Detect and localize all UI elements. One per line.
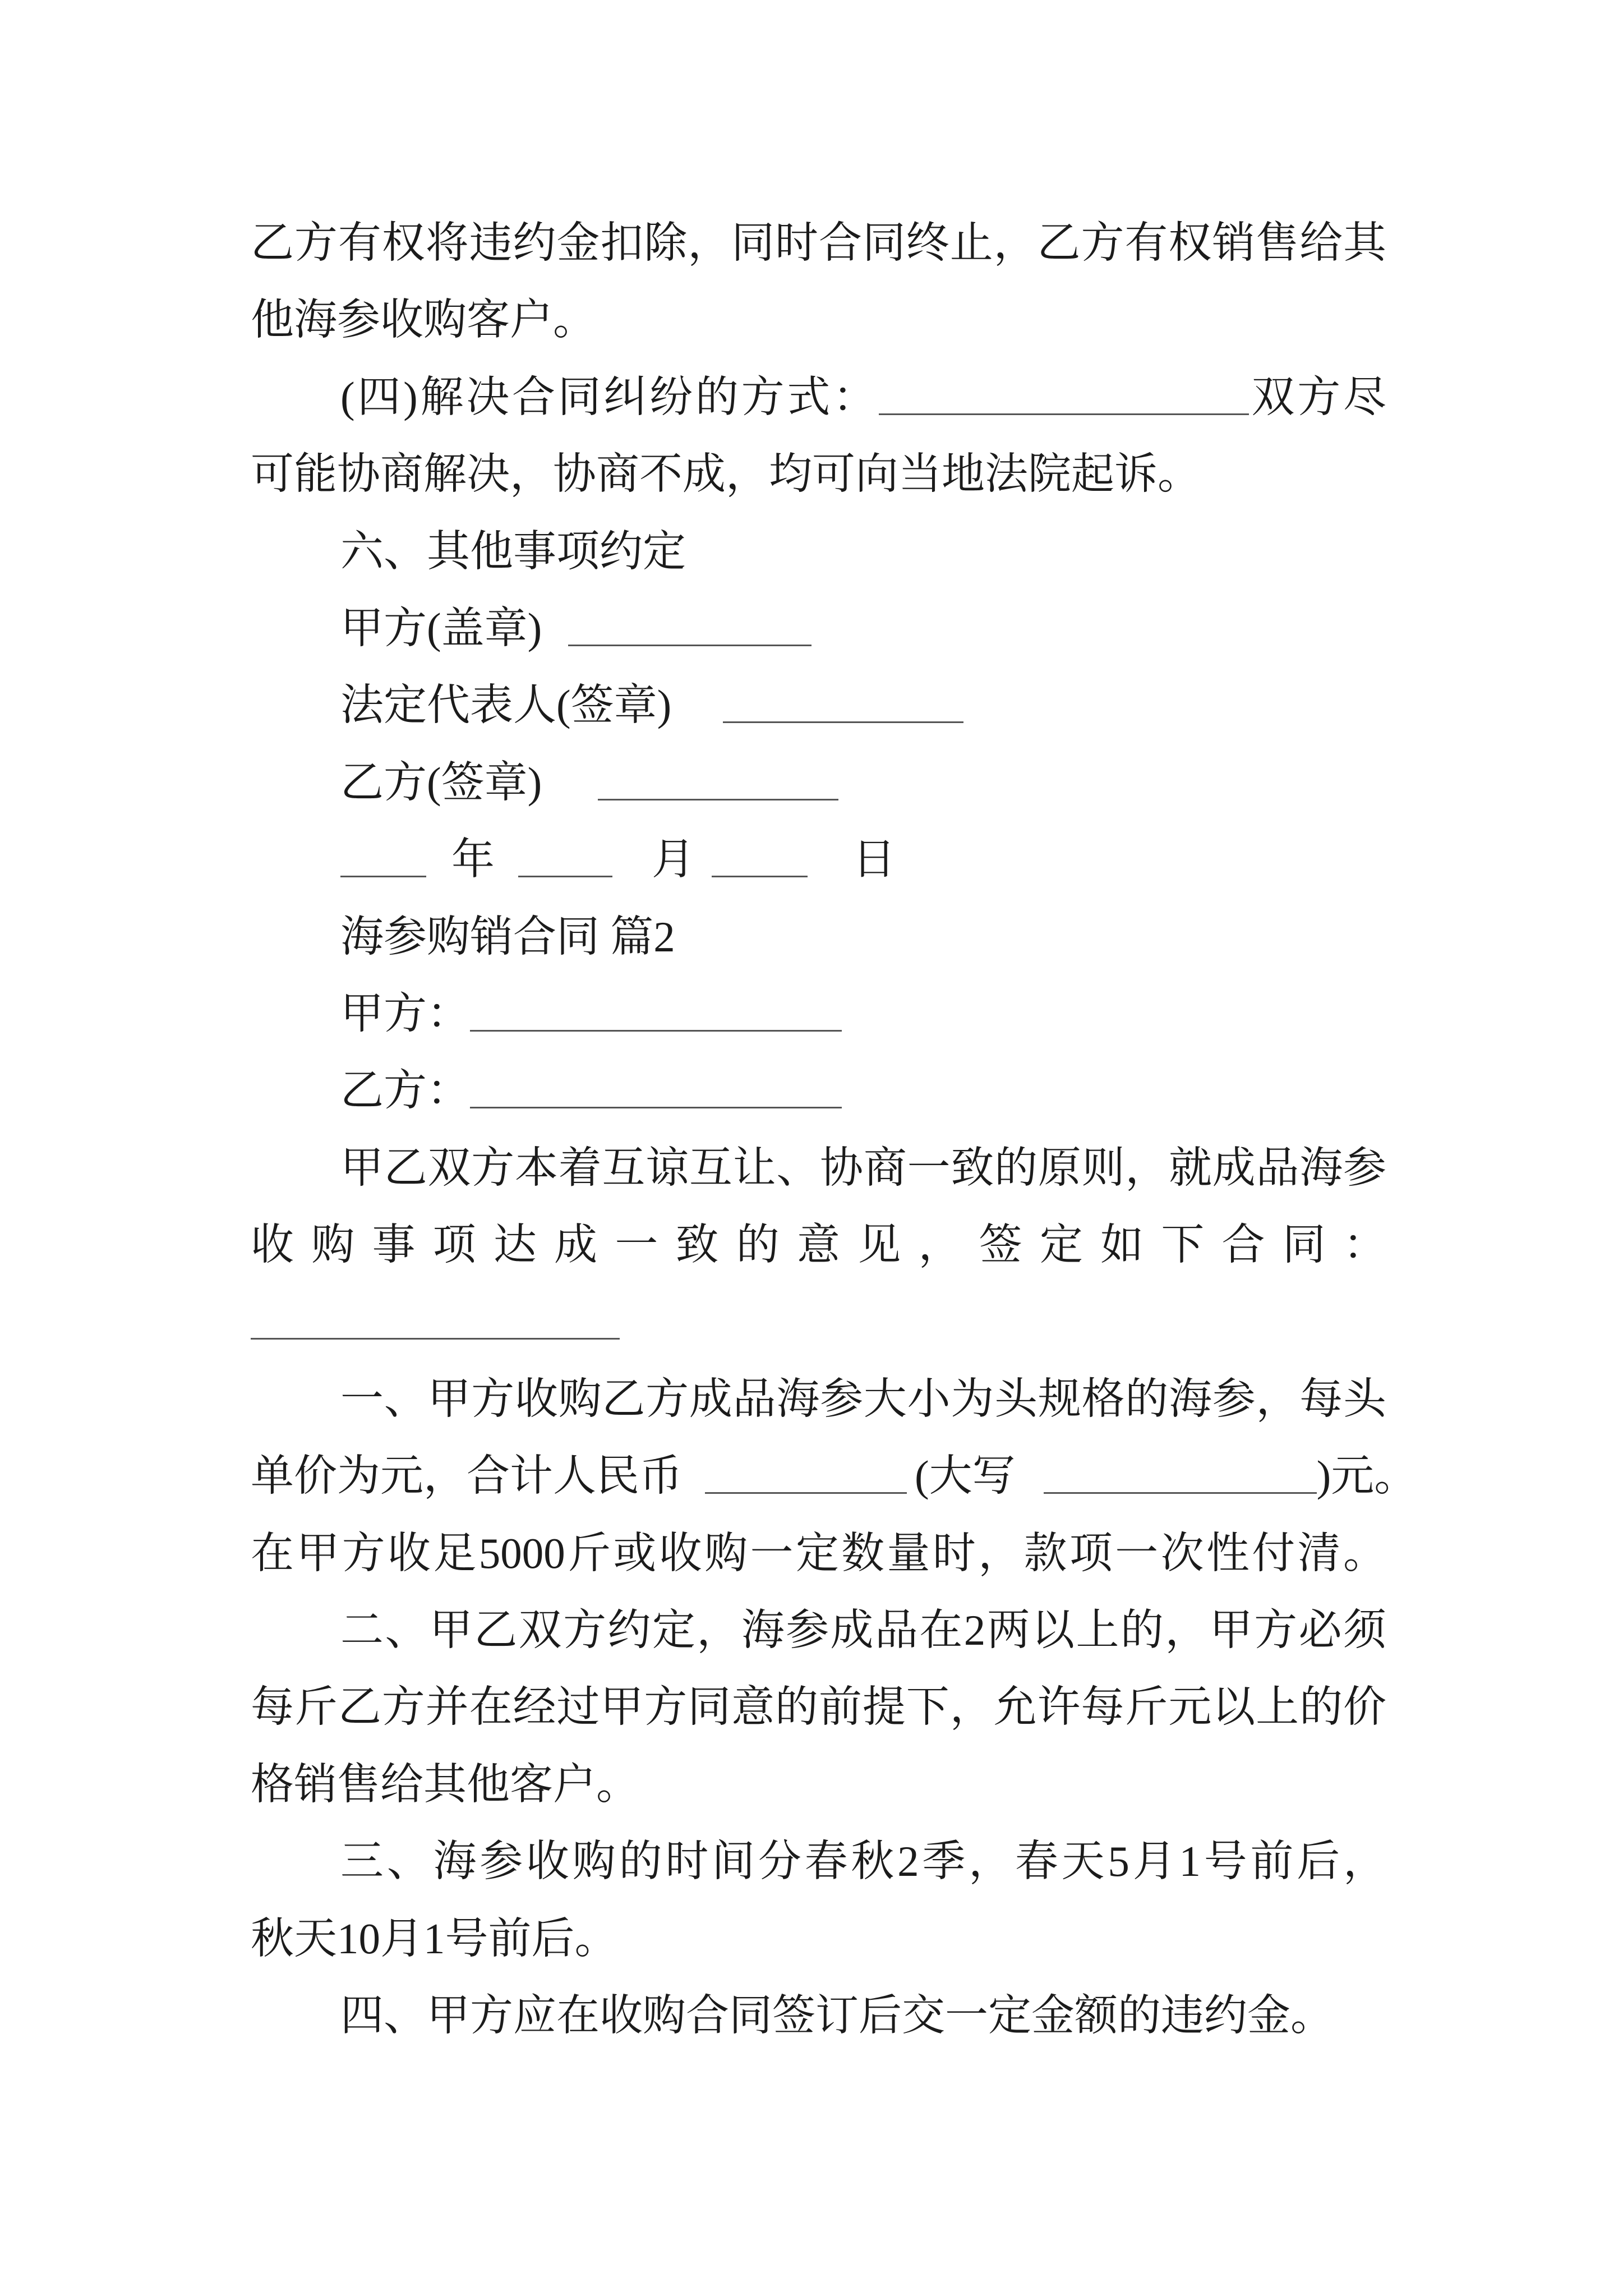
document-body: [251, 205, 1418, 2054]
text-line: 乙方有权将违约金扣除，同时合同终止，乙方有权销售给其: [251, 219, 1386, 267]
signature-label-party-b: 乙方(签章): [340, 758, 542, 807]
party-a-row: [251, 976, 1386, 1052]
party-b-row: [251, 1052, 1386, 1129]
article-line: 在甲方收足5000斤或收购一定数量时，款项一次性付清。: [251, 1529, 1386, 1577]
price-uppercase-label: (大写: [915, 1452, 1016, 1501]
fill-in-blank: [879, 413, 1249, 415]
price-suffix: )元。: [1316, 1452, 1418, 1501]
year-blank: [340, 876, 426, 877]
day-blank: [712, 876, 808, 877]
article-line: 每斤乙方并在经过甲方同意的前提下，允许每斤元以上的价: [251, 1683, 1386, 1732]
day-label: 日: [852, 835, 896, 884]
text-line: 可能协商解决，协商不成，均可向当地法院起诉。: [251, 450, 1201, 499]
signature-blank: [723, 721, 963, 723]
article-line: 一、甲方收购乙方成品海参大小为头规格的海参，每头: [340, 1374, 1386, 1423]
party-b-label: 乙方：: [340, 1066, 470, 1115]
fill-in-blank: [251, 1338, 620, 1340]
signature-blank: [568, 645, 811, 646]
dispute-clause-label: (四)解决合同纠纷的方式：: [340, 372, 879, 421]
signature-blank: [598, 799, 838, 800]
signature-label-legal-representative: 法定代表人(签章): [340, 681, 672, 730]
contract-title: 海参购销合同 篇2: [340, 912, 675, 961]
preamble-line: 收购事项达成一致的意见，签定如下合同：: [251, 1221, 1386, 1269]
party-a-label: 甲方：: [340, 989, 470, 1038]
article-line: 格销售给其他客户。: [251, 1760, 639, 1809]
section-heading: 六、其他事项约定: [340, 527, 686, 576]
amount-blank: [705, 1492, 907, 1494]
party-b-blank: [470, 1107, 842, 1108]
preamble-line: 甲乙双方本着互谅互让、协商一致的原则，就成品海参: [340, 1143, 1386, 1192]
dispute-clause-line: [251, 359, 1386, 436]
date-row: [251, 821, 1386, 898]
signature-row-party-b: [251, 744, 1386, 821]
blank-line: [251, 1283, 1386, 1360]
month-label: 月: [652, 835, 695, 884]
text-line: 他海参收购客户。: [251, 296, 596, 344]
price-prefix: 单价为元，合计人民币: [251, 1452, 683, 1501]
signature-row-party-a: [251, 590, 1386, 667]
signature-label-party-a: 甲方(盖章): [340, 604, 542, 652]
article-line: 三、海参收购的时间分春秋2季，春天5月1号前后，: [340, 1837, 1386, 1886]
dispute-clause-tail: 双方尽: [1248, 372, 1386, 421]
article-line: 二、甲乙双方约定，海参成品在2两以上的，甲方必须: [340, 1606, 1386, 1655]
year-label: 年: [451, 835, 495, 884]
party-a-blank: [470, 1030, 842, 1032]
month-blank: [518, 876, 612, 877]
article-line: 秋天10月1号前后。: [251, 1914, 618, 1963]
article-price-line: [251, 1438, 1418, 1515]
amount-uppercase-blank: [1044, 1492, 1317, 1494]
signature-row-legal-representative: [251, 667, 1386, 744]
article-line: 四、甲方应在收购合同签订后交一定金额的违约金。: [340, 1991, 1334, 2040]
